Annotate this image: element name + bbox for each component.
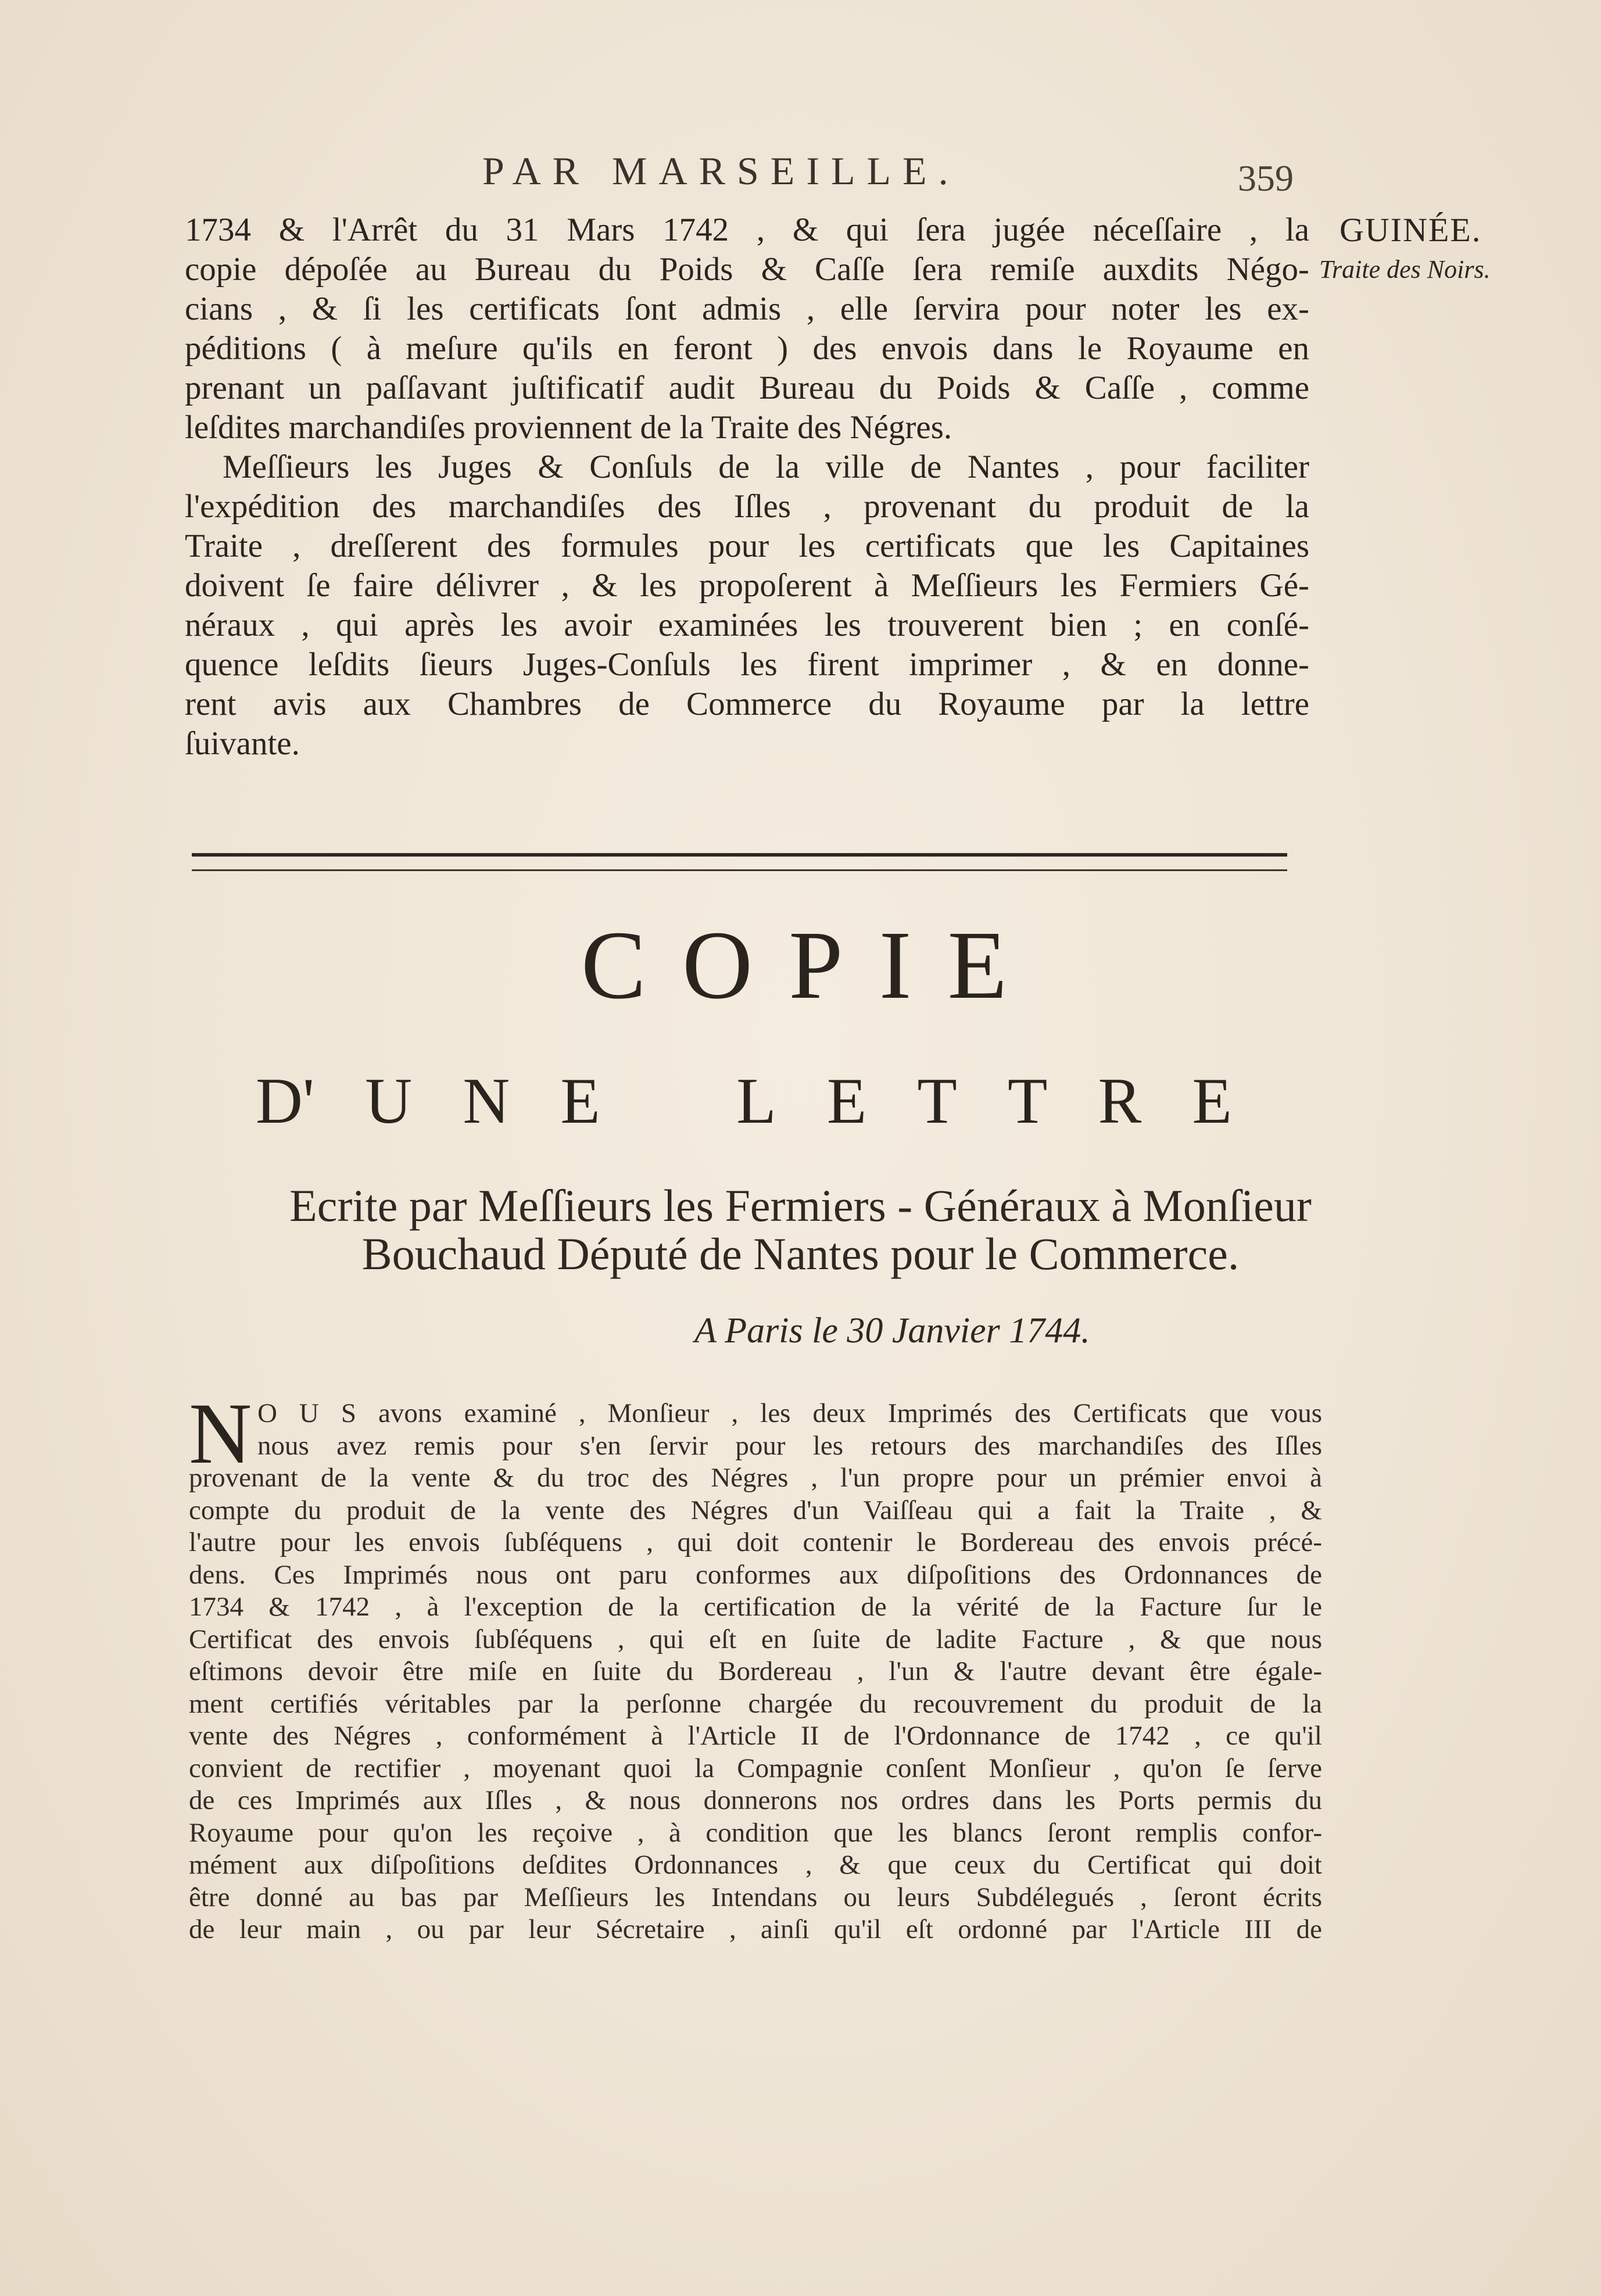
letter-line: vente des Négres , conformément à l'Article II de l'Ordonnance de 1742 , ce qu'il	[189, 1721, 1322, 1751]
title-copie: COPIE	[581, 911, 1044, 1019]
letter-line: mément aux diſpoſitions deſdites Ordonnances , & que ceux du Certificat qui doit	[189, 1850, 1322, 1880]
text-line: cians , & ſi les certificats ſont admis , elle ſervira pour noter les ex-	[185, 291, 1309, 327]
title-letter: L	[736, 1065, 776, 1137]
letter-line: eſtimons devoir être miſe en ſuite du Bordereau , l'un & l'autre devant être égale-	[189, 1656, 1322, 1686]
title-letter: T	[1008, 1065, 1048, 1137]
letter-line: être donné au bas par Meſſieurs les Intendans ou leurs Subdélegués , ſeront écrits	[189, 1882, 1322, 1912]
dateline: A Paris le 30 Janvier 1744.	[694, 1311, 1090, 1351]
running-title: PAR MARSEILLE.	[482, 149, 960, 193]
text-line: leſdites marchandiſes proviennent de la Traite des Négres.	[185, 409, 952, 446]
title-letter: E	[826, 1065, 867, 1137]
drop-cap: N	[189, 1385, 252, 1482]
letter-body	[189, 1385, 1322, 1946]
text-line: Meſſieurs les Juges & Conſuls de la ville de Nantes , pour faciliter	[223, 449, 1309, 485]
title-letter: T	[917, 1065, 957, 1137]
text-line: Traite , dreſſerent des formules pour les certificats que les Capitaines	[185, 528, 1309, 564]
letter-line: 1734 & 1742 , à l'exception de la certification de la vérité de la Facture ſur le	[189, 1592, 1322, 1622]
letter-line: compte du produit de la vente des Négres d'un Vaiſſeau qui a fait la Traite , &	[189, 1495, 1322, 1525]
text-line: l'expédition des marchandiſes des Iſles , provenant du produit de la	[185, 488, 1309, 525]
letter-line: de leur main , ou par leur Sécretaire , ainſi qu'il eſt ordonné par l'Article III de	[189, 1914, 1322, 1944]
running-head	[186, 148, 1348, 200]
text-line: néraux , qui après les avoir examinées les trouverent bien ; en conſé-	[185, 607, 1309, 643]
letter-line: l'autre pour les envois ſubſéquens , qui doit contenir le Bordereau des envois précé-	[189, 1527, 1322, 1557]
letter-line: Certificat des envois ſubſéquens , qui eſt en ſuite de ladite Facture , & que nous	[189, 1624, 1322, 1654]
margin-note-region: GUINÉE.	[1339, 211, 1482, 249]
margin-note-topic: Traite des Noirs.	[1319, 255, 1491, 284]
text-line: rent avis aux Chambres de Commerce du Royaume par la lettre	[185, 686, 1309, 722]
letter-line: provenant de la vente & du troc des Négres , l'un propre pour un prémier envoi à	[189, 1463, 1322, 1493]
letter-line: convient de rectifier , moyenant quoi la Compagnie conſent Monſieur , qu'on ſe ſerve	[189, 1753, 1322, 1783]
letter-line: O U S avons examiné , Monſieur , les deux Imprimés des Certificats que vous	[257, 1398, 1322, 1428]
title-letter: N	[463, 1065, 510, 1137]
text-line: péditions ( à meſure qu'ils en feront ) des envois dans le Royaume en	[185, 330, 1309, 367]
letter-line: Royaume pour qu'on les reçoive , à condition que les blancs ſeront remplis confor-	[189, 1817, 1322, 1848]
subtitle-line-2: Bouchaud Député de Nantes pour le Commerce.	[361, 1228, 1240, 1279]
text-line: copie dépoſée au Bureau du Poids & Caſſe ſera remiſe auxdits Négo-	[185, 251, 1309, 288]
text-line: 1734 & l'Arrêt du 31 Mars 1742 , & qui ſera jugée néceſſaire , la	[185, 212, 1309, 248]
title-letter: R	[1098, 1065, 1142, 1137]
page-number: 359	[1238, 157, 1294, 199]
letter-line: de ces Imprimés aux Iſles , & nous donnerons nos ordres dans les Ports permis du	[189, 1785, 1322, 1815]
title-letter: E	[1192, 1065, 1232, 1137]
subtitle-line-1: Ecrite par Meſſieurs les Fermiers - Généraux à Monſieur	[289, 1180, 1312, 1231]
title-letter: D'	[256, 1065, 315, 1137]
intro-paragraphs	[185, 210, 1309, 764]
text-line: doivent ſe faire délivrer , & les propoſerent à Meſſieurs les Fermiers Gé-	[185, 567, 1309, 604]
text-line: ſuivante.	[185, 725, 300, 762]
letter-line: dens. Ces Imprimés nous ont paru conformes aux diſpoſitions des Ordonnances de	[189, 1559, 1322, 1590]
text-line: prenant un paſſavant juſtificatif audit Bureau du Poids & Caſſe , comme	[185, 370, 1309, 406]
section-rule	[192, 853, 1287, 871]
letter-line: ment certifiés véritables par la perſonne chargée du recouvrement du produit de la	[189, 1688, 1322, 1719]
text-line: quence leſdits ſieurs Juges-Conſuls les firent imprimer , & en donne-	[185, 646, 1309, 683]
title-letter: E	[560, 1065, 600, 1137]
letter-line: nous avez remis pour s'en ſervir pour les retours des marchandiſes des Iſles	[257, 1430, 1322, 1461]
title-letter: U	[365, 1065, 413, 1137]
title-lettre	[256, 1063, 1232, 1139]
